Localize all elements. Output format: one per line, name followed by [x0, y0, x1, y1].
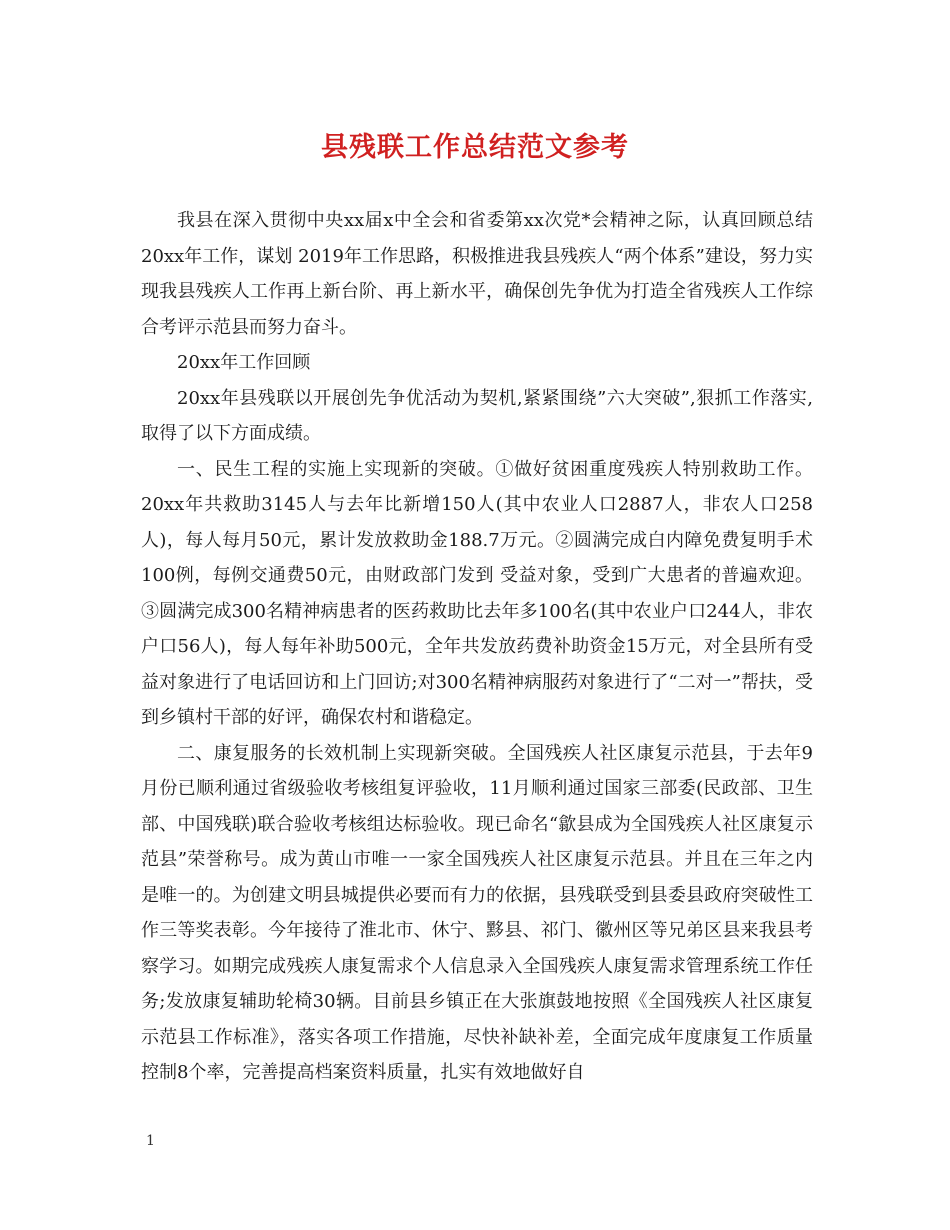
document-body — [141, 203, 813, 1091]
paragraph-section-heading: 20xx年工作回顾 — [177, 352, 311, 373]
paragraph-item-1: 一、民生工程的实施上实现新的突破。①做好贫困重度残疾人特别救助工作。20xx年共救助3145人与去年比新增150人(其中农业人口2887人，非农人口258人)，每人每月50元，累计发放救助金188.7万元。②圆满完成白内障免费复明手术100例，每例交通费50元，由财政部门发到 受益对象，受到广大患者的普遍欢迎。③圆满完成300名精神病患者的医药救助比去年多100名(其中农业户口244人，非农户口56人)，每人每年补助500元，全年共发放药费补助资金15万元，对全县所有受益对象进行了电话回访和上门回访;对300名精神病服药对象进行了“二对一”帮扶，受到乡镇村干部的好评，确保农村和谐稳定。 — [141, 458, 813, 728]
paragraph-item-2: 二、康复服务的长效机制上实现新突破。全国残疾人社区康复示范县，于去年9月份已顺利通过省级验收考核组复评验收，11月顺利通过国家三部委(民政部、卫生部、中国残联)联合验收考核组达标验收。现已命名“歙县成为全国残疾人社区康复示范县”荣誉称号。成为黄山市唯一一家全国残疾人社区康复示范县。并且在三年之内是唯一的。为创建文明县城提供必要而有力的依据，县残联受到县委县政府突破性工作三等奖表彰。今年接待了淮北市、休宁、黟县、祁门、徽州区等兄弟区县来我县考察学习。如期完成残疾人康复需求个人信息录入全国残疾人康复需求管理系统工作任务;发放康复辅助轮椅30辆。目前县乡镇正在大张旗鼓地按照《全国残疾人社区康复示范县工作标准》，落实各项工作措施，尽快补缺补差，全面完成年度康复工作质量控制8个率，完善提高档案资料质量，扎实有效地做好自 — [141, 742, 813, 1083]
document-title: 县残联工作总结范文参考 — [321, 132, 629, 163]
paragraph-overview: 20xx年县残联以开展创先争优活动为契机,紧紧围绕”六大突破”,狠抓工作落实,取得了以下方面成绩。 — [141, 387, 813, 444]
page-number: 1 — [146, 1133, 155, 1149]
paragraph-intro: 我县在深入贯彻中央xx届x中全会和省委第xx次党*会精神之际，认真回顾总结20xx年工作，谋划 2019年工作思路，积极推进我县残疾人“两个体系”建设，努力实现我县残疾人工作再上新台阶、再上新水平，确保创先争优为打造全省残疾人工作综合考评示范县而努力奋斗。 — [141, 210, 813, 338]
